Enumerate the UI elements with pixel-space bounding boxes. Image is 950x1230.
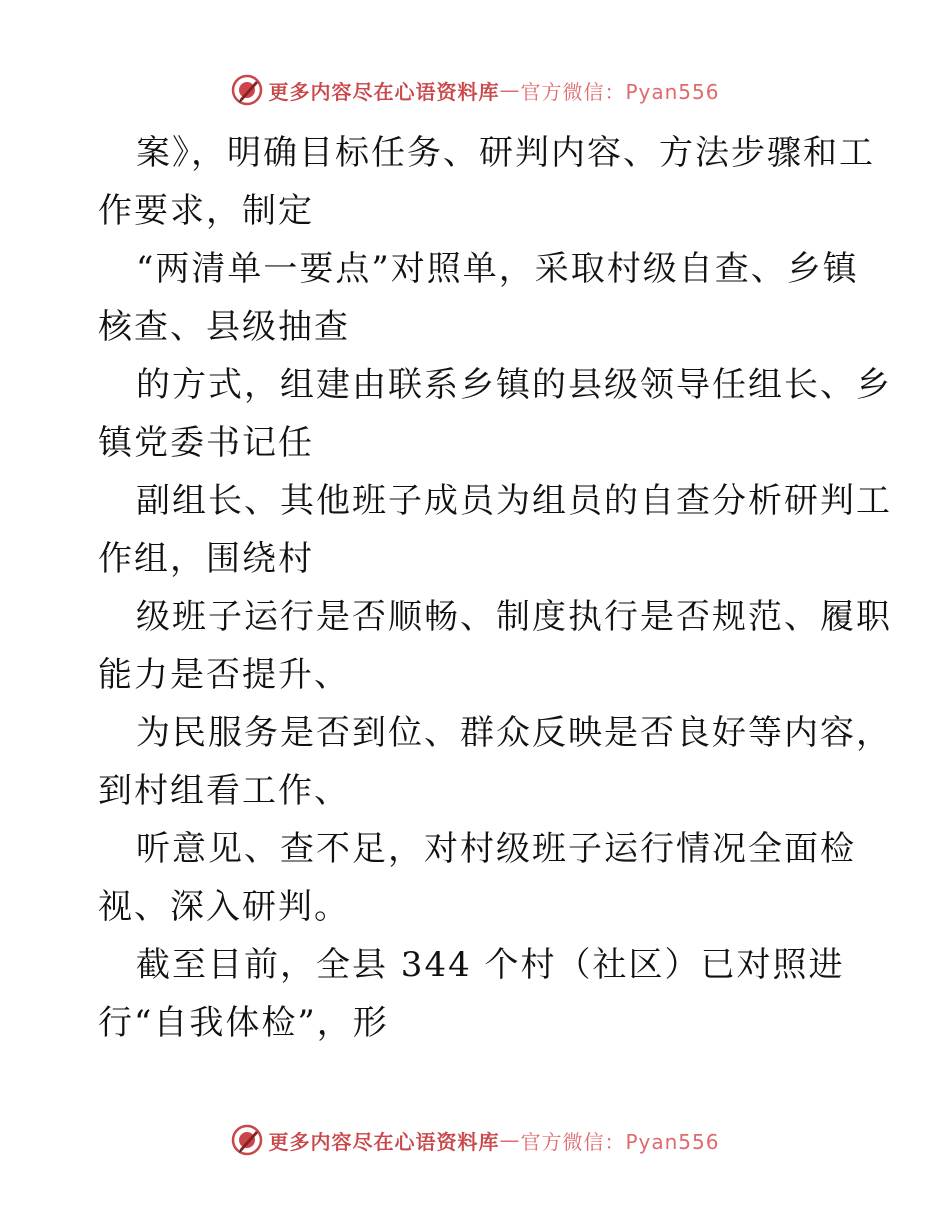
paragraph-line: 能力是否提升、 xyxy=(98,655,350,695)
paragraph-line: 为民服务是否到位、群众反映是否良好等内容， xyxy=(136,713,892,753)
paragraph-line: “两清单一要点”对照单，采取村级自查、乡镇 xyxy=(136,249,859,289)
paragraph-line: 核查、县级抽查 xyxy=(98,307,350,347)
paragraph-line: 听意见、查不足，对村级班子运行情况全面检 xyxy=(136,829,856,869)
banner-separator: — xyxy=(499,1128,521,1152)
document-body xyxy=(98,124,892,1052)
paragraph xyxy=(98,704,892,820)
paragraph-line: 级班子运行是否顺畅、制度执行是否规范、履职 xyxy=(136,597,892,637)
pen-logo-icon xyxy=(230,73,264,107)
paragraph xyxy=(98,820,858,936)
paragraph xyxy=(98,588,892,704)
paragraph-line: 镇党委书记任 xyxy=(98,423,314,463)
paragraph xyxy=(98,240,858,356)
paragraph-line: 作组，围绕村 xyxy=(98,539,314,579)
paragraph-line: 截至目前，全县 344 个村（社区）已对照进 xyxy=(136,945,845,985)
paragraph xyxy=(98,472,892,588)
paragraph-line: 作要求，制定 xyxy=(98,191,314,231)
paragraph-line: 行“自我体检”，形 xyxy=(98,1003,389,1043)
header-banner xyxy=(0,70,950,110)
banner-separator: — xyxy=(499,78,521,102)
paragraph-line: 的方式，组建由联系乡镇的县级领导任组长、乡 xyxy=(136,365,892,405)
paragraph xyxy=(98,356,892,472)
paragraph-line: 视、深入研判。 xyxy=(98,887,350,927)
wechat-id: 官方微信：Pyan556 xyxy=(520,79,720,104)
pen-logo-icon xyxy=(230,1123,264,1157)
footer-banner xyxy=(0,1120,950,1160)
paragraph xyxy=(98,936,858,1052)
wechat-id: 官方微信：Pyan556 xyxy=(520,1129,720,1154)
paragraph xyxy=(98,124,875,240)
site-name: 更多内容尽在心语资料库 xyxy=(268,79,500,104)
paragraph-line: 案》，明确目标任务、研判内容、方法步骤和工 xyxy=(136,133,875,173)
paragraph-line: 到村组看工作、 xyxy=(98,771,350,811)
site-name: 更多内容尽在心语资料库 xyxy=(268,1129,500,1154)
paragraph-line: 副组长、其他班子成员为组员的自查分析研判工 xyxy=(136,481,892,521)
